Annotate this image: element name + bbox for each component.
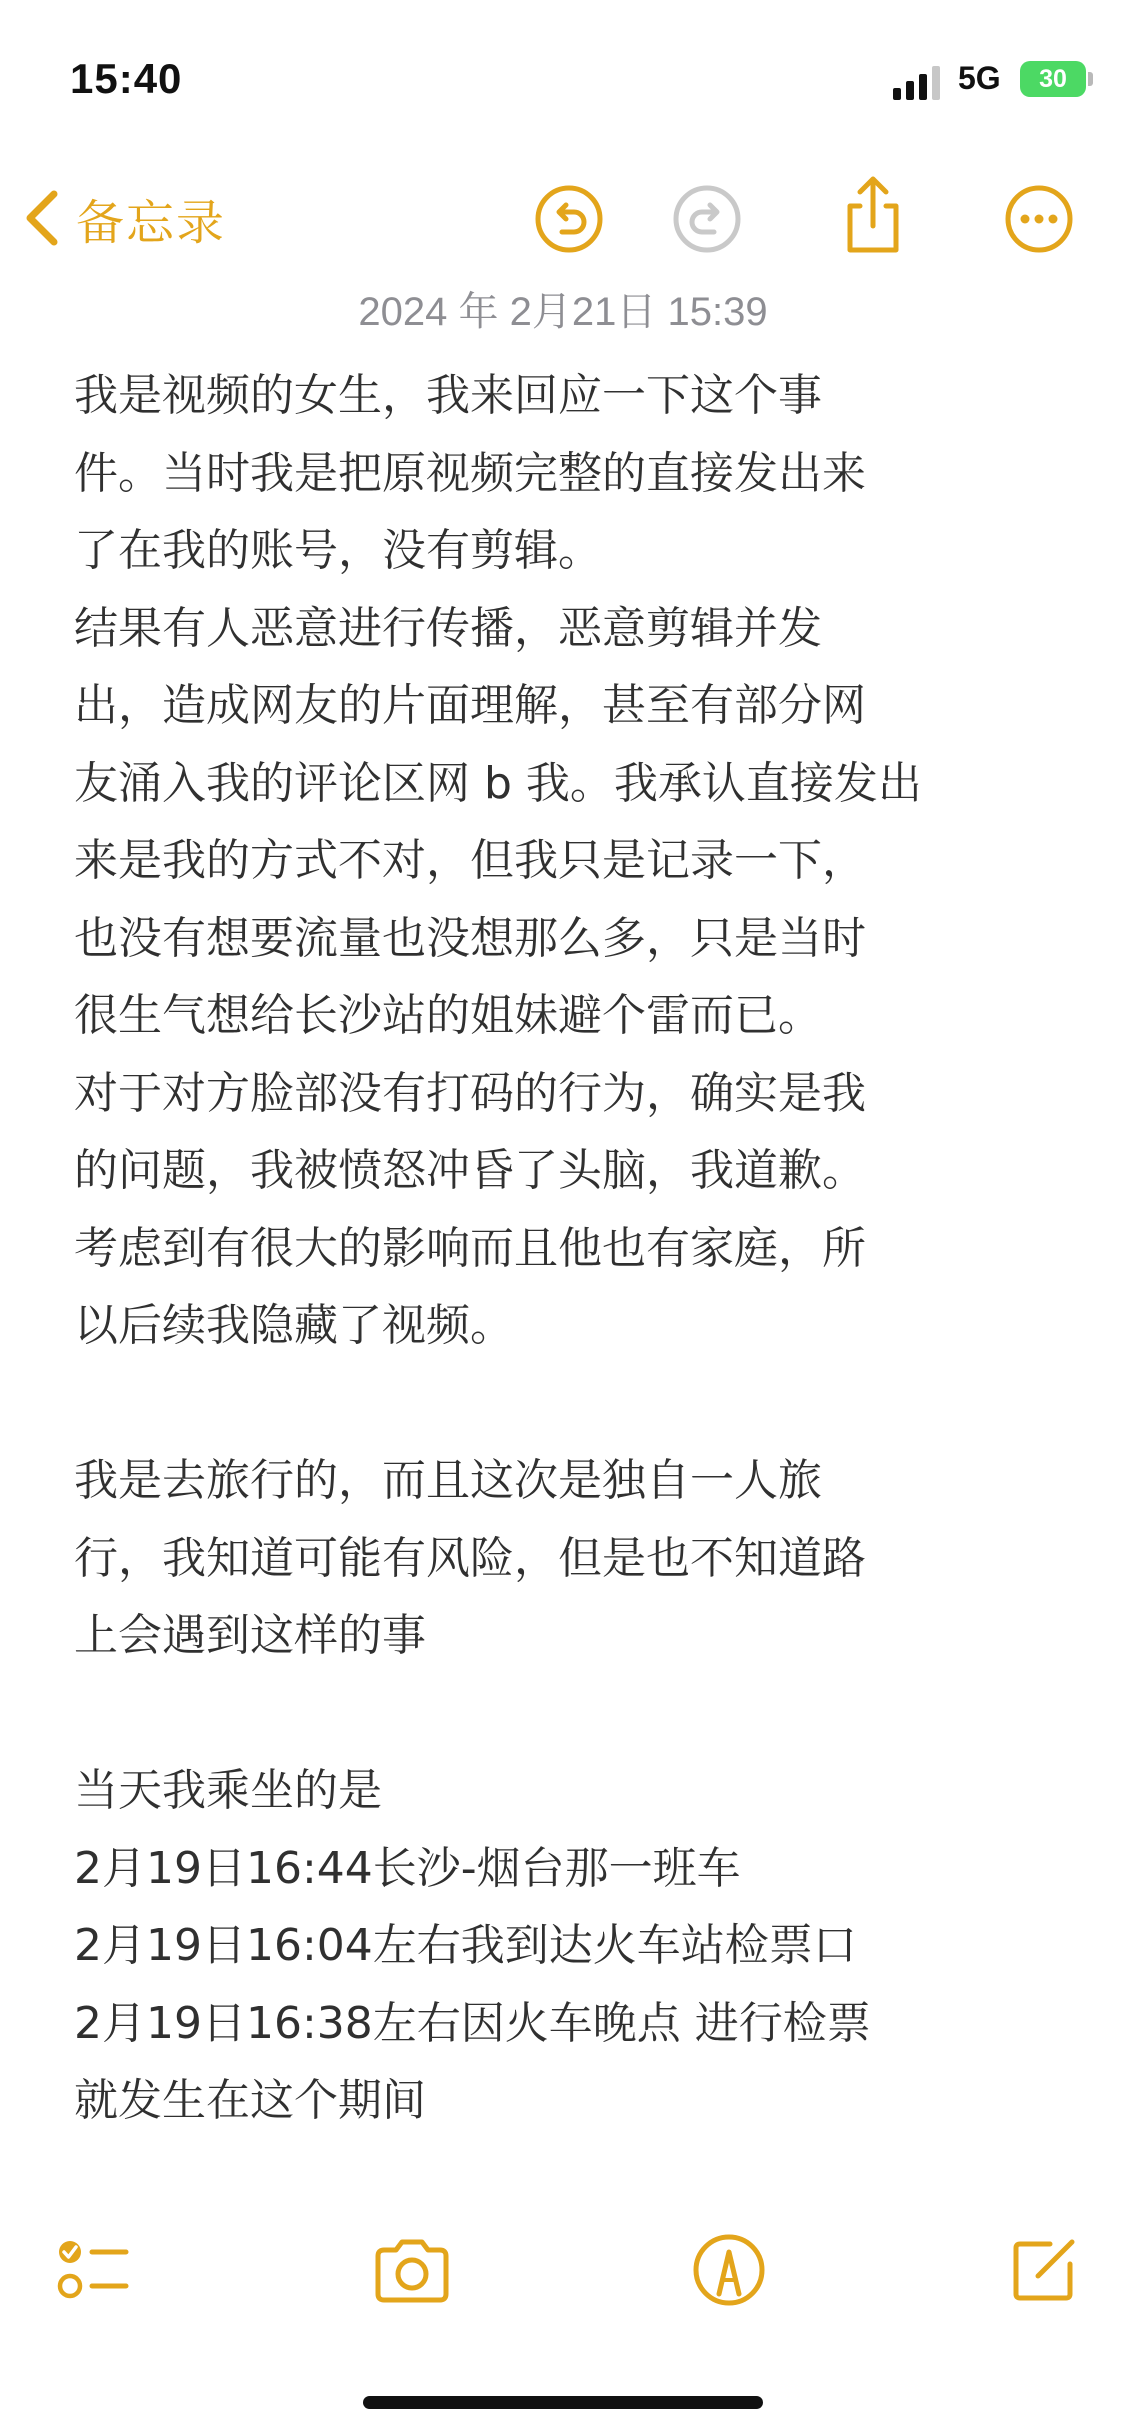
note-line: 当天我乘坐的是 [74,1765,382,1816]
note-blank-line [74,1675,1074,1753]
signal-icon [893,66,941,100]
note-line: 我是去旅行的，而且这次是独自一人旅 [74,1455,822,1506]
camera-icon [370,2230,454,2310]
note-line: 也没有想要流量也没想那么多，只是当时 [74,912,866,964]
battery-cap [1088,72,1093,86]
status-bar [0,0,1126,160]
status-time: 15:40 [70,55,183,102]
note-line: 很生气想给长沙站的姐妹避个雷而已。 [74,990,822,1041]
home-indicator[interactable] [363,2396,763,2409]
more-button[interactable] [1002,182,1076,256]
note-line: 就发生在这个期间 [74,2075,426,2126]
note-line: 来是我的方式不对，但我只是记录一下， [74,835,866,886]
note-line: 的问题，我被愤怒冲昏了头脑，我道歉。 [74,1145,866,1196]
note-line: 上会遇到这样的事 [74,1610,426,1661]
network-type: 5G [958,60,1001,96]
note-line: 行，我知道可能有风险，但是也不知道路 [74,1532,866,1584]
share-button[interactable] [836,172,910,256]
more-icon [1002,182,1076,256]
note-body[interactable] [74,357,1074,2140]
battery-level: 30 [1039,65,1067,93]
note-line: 考虑到有很大的影响而且他也有家庭，所 [74,1222,866,1274]
note-line: 2月19日16:38左右因火车晚点 进行检票 [74,1997,871,2049]
note-line: 结果有人恶意进行传播，恶意剪辑并发 [74,602,822,654]
note-line: 出，造成网友的片面理解，甚至有部分网 [74,680,866,731]
compose-icon [1004,2230,1084,2310]
note-line: 件。当时我是把原视频完整的直接发出来 [74,447,866,499]
share-icon [836,172,910,256]
back-label: 备忘录 [76,194,227,251]
note-date: 2024 年 2月21日 15:39 [358,290,768,334]
undo-button[interactable] [532,182,606,256]
checklist-icon [52,2230,132,2310]
redo-button[interactable] [670,182,744,256]
note-line: 对于对方脸部没有打码的行为，确实是我 [74,1067,866,1119]
note-line: 我是视频的女生，我来回应一下这个事 [74,370,822,421]
note-line: 以后续我隐藏了视频。 [74,1300,514,1351]
back-button[interactable] [22,178,226,258]
note-line: 2月19日16:04左右我到达火车站检票口 [74,1920,857,1971]
camera-button[interactable] [370,2230,454,2310]
note-line: 友涌入我的评论区网 b 我。我承认直接发出 [74,757,922,809]
checklist-button[interactable] [52,2230,132,2310]
undo-icon [532,182,606,256]
compose-button[interactable] [1004,2230,1084,2310]
note-line: 2月19日16:44长沙-烟台那一班车 [74,1842,741,1894]
redo-icon [670,182,744,256]
note-line: 了在我的账号，没有剪辑。 [74,525,602,576]
battery-icon [1020,61,1086,97]
chevron-left-icon [22,188,62,248]
note-blank-line [74,1365,1074,1443]
markup-icon [687,2230,771,2310]
markup-button[interactable] [687,2230,771,2310]
